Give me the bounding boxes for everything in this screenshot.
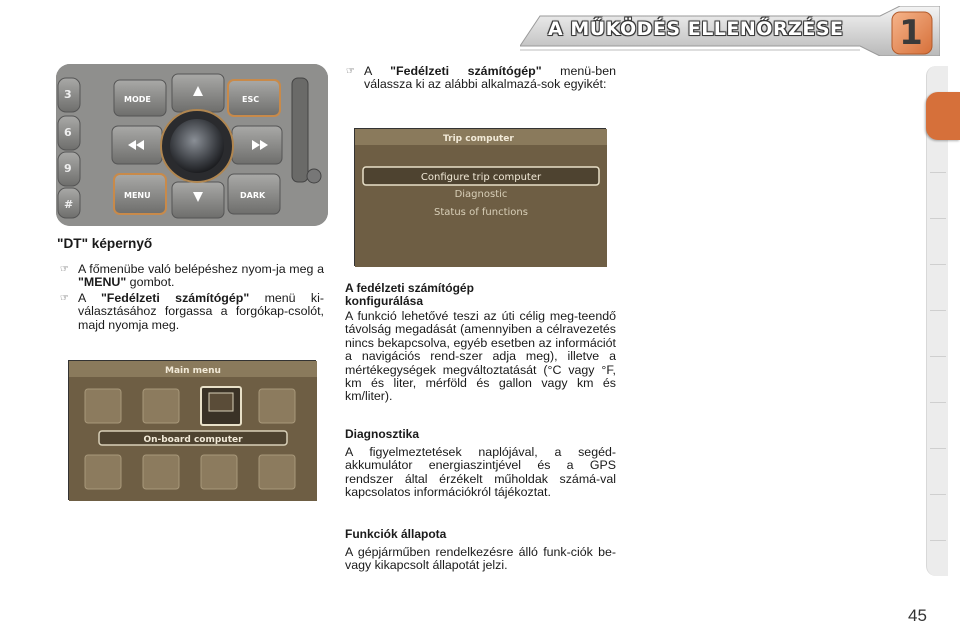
- right-bullet: [364, 65, 616, 92]
- preset-6: 6: [64, 126, 72, 139]
- trip-screen-title: Trip computer: [443, 134, 514, 144]
- trip-computer-illustration: [355, 129, 607, 267]
- dt-bullet-1: [78, 263, 324, 290]
- page-number: 45: [908, 606, 927, 625]
- preset-9: 9: [64, 162, 72, 175]
- tab-divider: [930, 402, 946, 403]
- tab-divider: [930, 540, 946, 541]
- diagnostics-heading: Diagnosztika: [345, 427, 420, 441]
- dark-label: DARK: [240, 191, 266, 200]
- right-bullet-prefix: A: [364, 64, 391, 78]
- right-trip-computer-keyword: "Fedélzeti számítógép": [390, 64, 542, 78]
- menu-label: MENU: [124, 191, 151, 200]
- control-panel-illustration: [56, 64, 328, 226]
- tab-divider: [930, 356, 946, 357]
- main-menu-illustration: [69, 361, 317, 501]
- dt-bullet-1-suffix: gombot.: [126, 275, 175, 290]
- trip-computer-screen: [354, 128, 606, 266]
- tab-divider: [930, 218, 946, 219]
- chapter-number: 1: [899, 13, 923, 53]
- diagnostics-body: A figyelmeztetések naplójával, a segéd-akkumulátor energiaszintjével és a GPS rendszer által érzékelt műholdak számá-val kapcsolatos információkról tájékoztat.: [345, 445, 616, 500]
- trip-item-configure: Configure trip computer: [420, 172, 542, 183]
- trip-item-diagnostic: Diagnostic: [454, 189, 508, 200]
- active-chapter-tab[interactable]: [926, 92, 960, 140]
- tab-divider: [930, 172, 946, 173]
- dt-bullet-2-prefix: A: [78, 291, 101, 305]
- control-panel-photo: [56, 64, 328, 226]
- esc-label: ESC: [242, 95, 260, 104]
- chapter-tab-strip: [926, 66, 948, 576]
- preset-3: 3: [64, 88, 72, 101]
- pointing-finger-icon: ☞: [60, 293, 69, 304]
- dt-bullet-2: [78, 292, 324, 332]
- config-heading: A fedélzeti számítógép konfigurálása: [345, 281, 474, 308]
- main-menu-selected: On-board computer: [143, 435, 243, 445]
- tab-divider: [930, 448, 946, 449]
- pointing-finger-icon: ☞: [60, 264, 69, 275]
- dt-screen-heading: "DT" képernyő: [57, 236, 153, 251]
- trip-item-status: Status of functions: [434, 207, 528, 218]
- config-body: A funkció lehetővé teszi az úti célig meg-teendő távolság megadását (amennyiben a célravezetés nincs bekapcsolva, egyéb esetben az információt a navigációs rend-szer adja meg), illetve a mértékegységek megváltoztatását (°C vagy °F, km és liter, mérföld és gallon vagy km és km/liter).: [345, 309, 616, 404]
- right-bullet-text: menü-ben válassza ki az alábbi alkalmazá-sok egyikét:: [364, 64, 616, 92]
- dt-bullet-2-text: menü ki-választásához forgassa a forgókap-csolót, majd nyomja meg.: [78, 291, 324, 332]
- pointing-finger-icon: ☞: [346, 66, 355, 77]
- chapter-title: A MŰKÖDÉS ELLENŐRZÉSE: [548, 18, 844, 40]
- mode-label: MODE: [124, 95, 151, 104]
- preset-hash: #: [64, 198, 74, 211]
- tab-divider: [930, 264, 946, 265]
- main-menu-title: Main menu: [165, 366, 221, 376]
- status-body: A gépjárműben rendelkezésre álló funk-ciók be- vagy kikapcsolt állapotát jelzi.: [345, 545, 616, 573]
- dt-bullet-1-text: A főmenübe való belépéshez nyom-ja meg a: [78, 262, 324, 276]
- trip-computer-keyword: "Fedélzeti számítógép": [100, 291, 250, 305]
- status-heading: Funkciók állapota: [345, 527, 447, 541]
- menu-keyword: "MENU": [78, 275, 127, 290]
- tab-divider: [930, 494, 946, 495]
- tab-divider: [930, 310, 946, 311]
- main-menu-screen: [68, 360, 316, 500]
